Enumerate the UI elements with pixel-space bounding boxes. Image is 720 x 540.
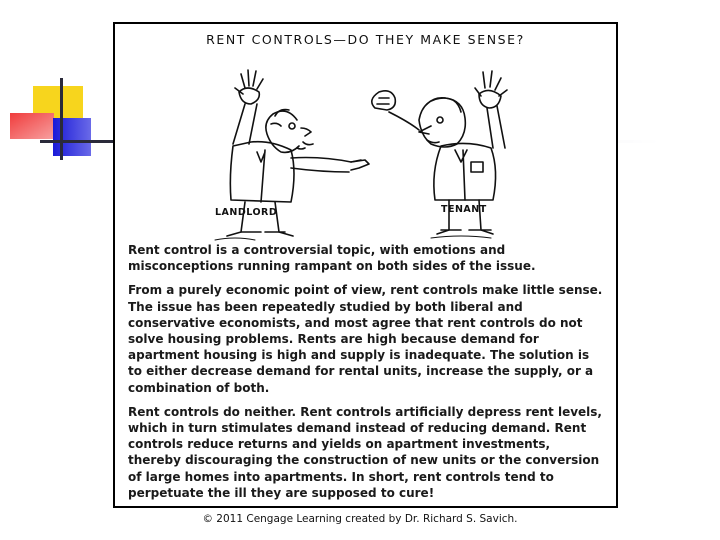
paragraph-conclusion: Rent controls do neither. Rent controls artificially depress rent levels, which in turn stimulates demand instead of reducing demand. Rent controls reduce returns and yields on apartment investments, thereby discouraging the construction of new units or the conversion of large homes into apartments. In short, rent controls tend to perpetuate the ill they are supposed to cure! [128, 404, 602, 500]
red-square [10, 113, 54, 139]
article-frame [113, 22, 618, 508]
vertical-rule [60, 78, 63, 160]
landlord-caption: LANDLORD [215, 207, 278, 218]
blue-square [53, 118, 91, 156]
landlord-tenant-cartoon [205, 62, 525, 252]
copyright-footer: © 2011 Cengage Learning created by Dr. Richard S. Savich. [202, 513, 518, 525]
article-body [128, 242, 603, 509]
article-headline: RENT CONTROLS—DO THEY MAKE SENSE? [206, 32, 525, 47]
tenant-caption: TENANT [441, 204, 487, 215]
paragraph-intro: Rent control is a controversial topic, with emotions and misconceptions running rampant on both sides of the issue. [128, 243, 536, 274]
horizontal-rule-dark [40, 140, 115, 143]
paragraph-economics: From a purely economic point of view, rent controls make little sense. The issue has been repeatedly studied by both liberal and conservative economists, and most agree that rent controls do not solve housing problems. Rents are high because demand for apartment housing is high and supply is inadequate. The solution is to either decrease demand for rental units, increase the supply, or a combination of both. [128, 283, 603, 395]
